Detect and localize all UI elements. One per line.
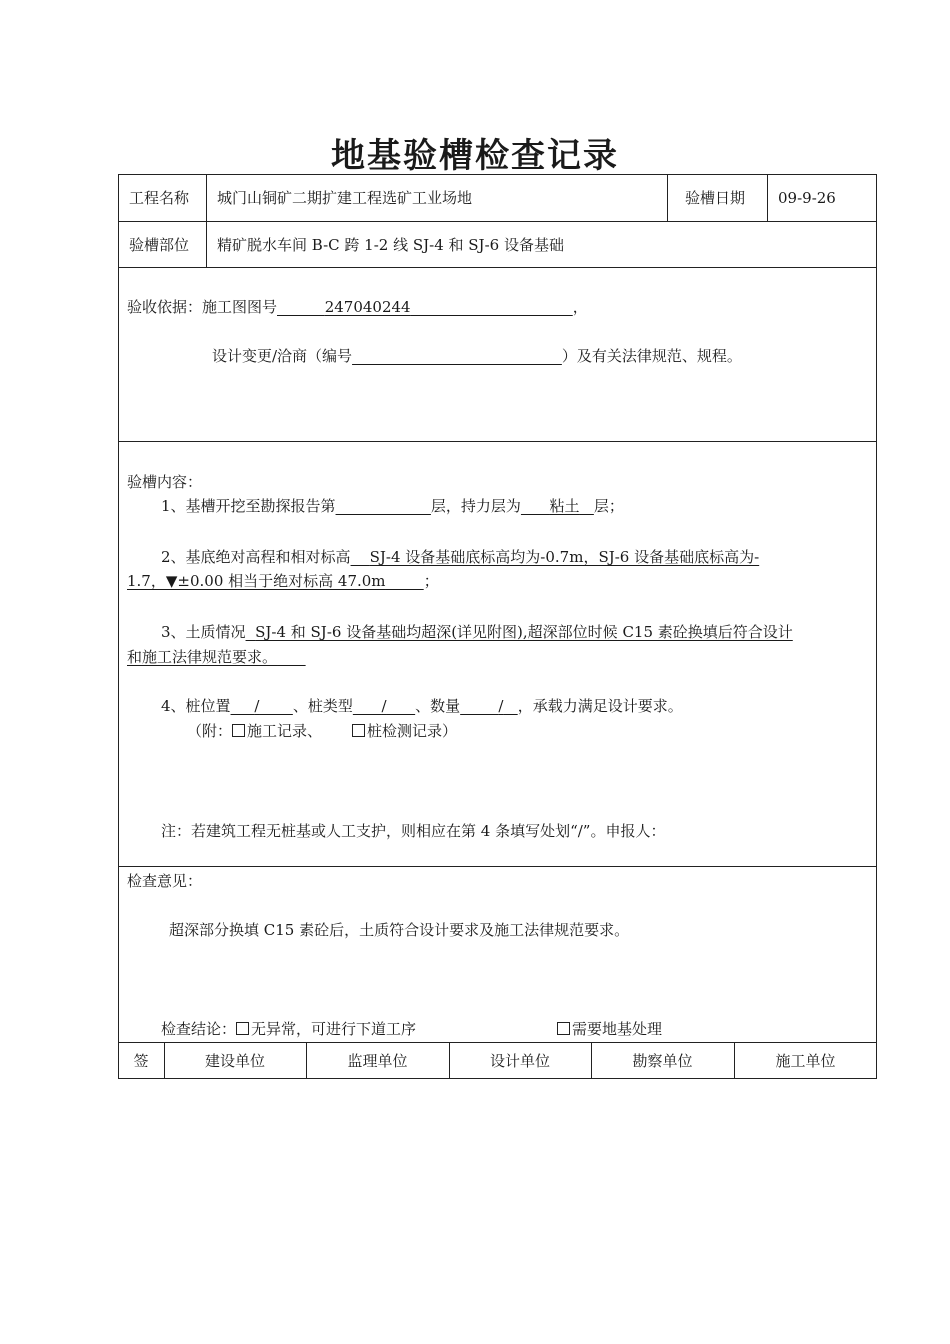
row-divider (118, 866, 877, 867)
item1-text-c: 层； (593, 497, 624, 515)
bearing-layer-value: 粘土 (549, 497, 580, 515)
content-item-3-cont (127, 647, 306, 667)
row-divider (118, 221, 877, 222)
elevation-text-2: 1.7，▼±0.00 相当于绝对标高 47.0m (127, 572, 386, 590)
basis-line-1 (127, 297, 588, 317)
pile-qty-value: / (498, 697, 504, 715)
item2-text-a: 2、基底绝对高程和相对标高 (161, 548, 351, 566)
attach-pile-test-record: 桩检测记录） (367, 722, 458, 740)
pile-type-value: / (381, 697, 387, 715)
elevation-line-1 (351, 548, 760, 566)
design-change-end: ）及有关法律规范、规程。 (561, 347, 742, 365)
item1-text-b: 层，持力层为 (430, 497, 521, 515)
project-name-label: 工程名称 (129, 189, 190, 207)
pile-test-record-checkbox[interactable] (352, 724, 365, 737)
pile-position-label: 4、桩位置 (161, 697, 231, 715)
item3-text-a: 3、土质情况 (161, 623, 246, 641)
conclusion-label: 检查结论： (161, 1020, 237, 1038)
sign-unit-supervisor: 监理单位 (347, 1052, 408, 1070)
basis-line-2 (212, 346, 742, 366)
sign-unit-owner: 建设单位 (204, 1052, 265, 1070)
no-abnormality-option: 无异常，可进行下道工序 (251, 1020, 417, 1038)
page-title: 地基验槽检查记录 (331, 136, 619, 176)
design-change-label: 设计变更/洽商（编号 (212, 347, 353, 365)
needs-treatment-checkbox[interactable] (557, 1022, 570, 1035)
conclusion-line (161, 1019, 416, 1039)
pile-qty-label: 、数量 (415, 697, 461, 715)
pile-qty-field (460, 697, 518, 715)
note: 注：若建筑工程无桩基或人工支护，则相应在第 4 条填写处划“/”。申报人： (161, 822, 666, 840)
content-label: 验槽内容： (127, 473, 203, 491)
opinion-label: 检查意见： (127, 872, 203, 890)
soil-condition-line-2 (127, 648, 306, 666)
col-divider (206, 174, 207, 267)
survey-layer-field (336, 497, 431, 515)
pile-position-field (231, 697, 293, 715)
col-divider (767, 174, 768, 221)
bearing-layer-field (521, 497, 594, 515)
col-divider (667, 174, 668, 221)
row-divider (118, 1042, 877, 1043)
attachment-line (187, 721, 457, 741)
content-item-2-cont (127, 571, 439, 591)
date-value: 09-9-26 (778, 189, 836, 207)
drawing-number: 247040244 (324, 298, 411, 316)
attach-prefix: （附： (187, 722, 233, 740)
sign-unit-surveyor: 勘察单位 (632, 1052, 693, 1070)
construction-record-checkbox[interactable] (232, 724, 245, 737)
part-label: 验槽部位 (129, 236, 190, 254)
soil-condition-text-1: SJ-4 和 SJ-6 设备基础均超深(详见附图),超深部位时候 C15 素砼换填后符合设计 (255, 623, 793, 641)
drawing-number-field (277, 298, 573, 316)
content-item-4 (161, 696, 683, 716)
needs-treatment-option: 需要地基处理 (572, 1020, 663, 1038)
row-divider (118, 441, 877, 442)
basis-label: 验收依据：施工图图号 (127, 298, 278, 316)
soil-condition-text-2: 和施工法律规范要求。 (127, 648, 278, 666)
pile-type-label: 、桩类型 (292, 697, 353, 715)
attach-construction-record: 施工记录、 (247, 722, 323, 740)
design-change-field (352, 347, 562, 365)
basis-end: ， (572, 298, 588, 316)
elevation-line-2 (127, 572, 424, 590)
soil-condition-line-1 (246, 623, 793, 641)
content-item-2 (161, 547, 759, 567)
item1-text-a: 1、基槽开挖至勘探报告第 (161, 497, 336, 515)
sign-label: 签 (133, 1052, 149, 1070)
sign-unit-designer: 设计单位 (489, 1052, 550, 1070)
part-value: 精矿脱水车间 B-C 跨 1-2 线 SJ-4 和 SJ-6 设备基础 (217, 236, 564, 254)
opinion-text: 超深部分换填 C15 素砼后，土质符合设计要求及施工法律规范要求。 (169, 921, 630, 939)
row-divider (118, 267, 877, 268)
pile-position-value: / (254, 697, 260, 715)
item2-end: ； (423, 572, 439, 590)
project-name-value: 城门山铜矿二期扩建工程选矿工业场地 (217, 189, 473, 207)
content-item-1 (161, 496, 624, 516)
content-item-3 (161, 622, 793, 642)
date-label: 验槽日期 (685, 189, 746, 207)
elevation-text-1: SJ-4 设备基础底标高均为-0.7m，SJ-6 设备基础底标高为- (369, 548, 760, 566)
sign-unit-contractor: 施工单位 (775, 1052, 836, 1070)
pile-type-field (353, 697, 415, 715)
conclusion-option-2 (557, 1019, 662, 1039)
no-abnormality-checkbox[interactable] (236, 1022, 249, 1035)
item4-end: ，承载力满足设计要求。 (517, 697, 683, 715)
